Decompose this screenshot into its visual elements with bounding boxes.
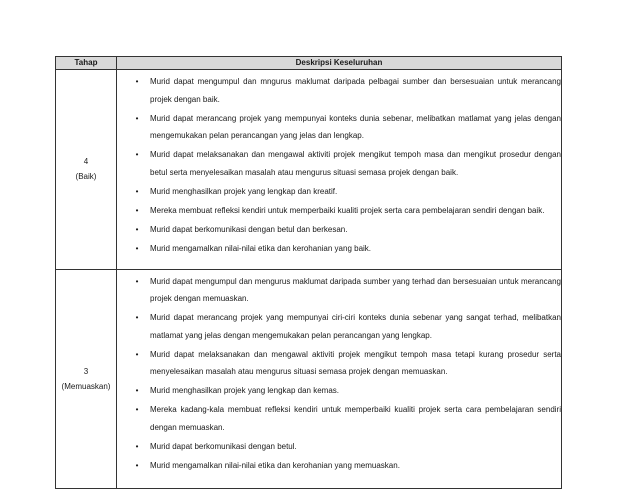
tahap-cell-4 bbox=[56, 70, 117, 270]
tahap-cell-3 bbox=[56, 269, 117, 488]
bullet-icon: • bbox=[135, 205, 139, 215]
description-list bbox=[117, 73, 561, 257]
tahap-level: 3 bbox=[83, 366, 89, 376]
list-item bbox=[117, 438, 561, 456]
bullet-icon: • bbox=[135, 77, 139, 86]
tahap-label: (Memuaskan) bbox=[61, 381, 111, 391]
list-item-text: Murid menghasilkan projek yang lengkap dan kreatif. bbox=[150, 186, 338, 196]
header-deskripsi: Deskripsi Keseluruhan bbox=[117, 57, 562, 70]
list-item-text: Murid dapat berkomunikasi dengan betul dan berkesan. bbox=[150, 224, 348, 234]
bullet-icon: • bbox=[135, 150, 139, 159]
table-row-memuaskan bbox=[56, 269, 562, 488]
list-item-text: Murid dapat mengumpul dan mengurus maklumat daripada sumber yang terhad dan bersesuaian untuk merancang projek dengan memuaskan. bbox=[150, 276, 561, 303]
list-item-text: Murid dapat melaksanakan dan mengawal aktiviti projek mengikut tempoh masa tetapi kurang prosedur serta menyelesaikan masalah atau mengurus situasi semasa projek dengan memuaskan. bbox=[150, 349, 561, 376]
bullet-icon: • bbox=[135, 405, 139, 414]
list-item-text: Murid dapat merancang projek yang mempunyai konteks dunia sebenar, melibatkan matlamat yang jelas dengan mengemukakan pelan perancangan yang jelas dan lengkap. bbox=[150, 113, 561, 140]
list-item-text: Murid mengamalkan nilai-nilai etika dan kerohanian yang baik. bbox=[150, 243, 372, 253]
header-tahap: Tahap bbox=[56, 57, 117, 70]
list-item bbox=[117, 146, 561, 181]
description-cell bbox=[117, 269, 562, 488]
bullet-icon: • bbox=[135, 349, 139, 359]
list-item-text: Murid dapat mengumpul dan mngurus maklumat daripada pelbagai sumber dan bersesuaian untuk merancang projek dengan baik. bbox=[150, 77, 561, 104]
bullet-icon: • bbox=[135, 186, 139, 196]
table-header-row bbox=[56, 57, 562, 70]
bullet-icon: • bbox=[135, 460, 139, 470]
table-row-baik bbox=[56, 70, 562, 270]
list-item-text: Murid menghasilkan projek yang lengkap dan kemas. bbox=[150, 386, 339, 395]
bullet-icon: • bbox=[135, 113, 139, 123]
bullet-icon: • bbox=[135, 441, 139, 451]
list-item bbox=[117, 183, 561, 201]
list-item bbox=[117, 73, 561, 108]
description-list bbox=[117, 273, 561, 475]
list-item bbox=[117, 240, 561, 258]
list-item-text: Murid dapat berkomunikasi dengan betul. bbox=[150, 441, 297, 451]
list-item bbox=[117, 273, 561, 308]
list-item bbox=[117, 110, 561, 145]
rubric-table bbox=[55, 56, 562, 489]
list-item bbox=[117, 309, 561, 344]
description-cell bbox=[117, 70, 562, 270]
bullet-icon: • bbox=[135, 276, 139, 286]
bullet-icon: • bbox=[135, 224, 139, 234]
list-item bbox=[117, 202, 561, 220]
bullet-icon: • bbox=[135, 313, 139, 322]
list-item-text: Murid dapat melaksanakan dan mengawal aktiviti projek mengikut tempoh masa dan mengikut prosedur dengan betul serta menyelesaikan masalah atau mengurus situasi semasa projek dengan baik. bbox=[150, 150, 561, 177]
list-item-text: Mereka membuat refleksi kendiri untuk memperbaiki kualiti projek serta cara pembelajaran sendiri dengan baik. bbox=[150, 205, 545, 215]
list-item bbox=[117, 457, 561, 475]
list-item bbox=[117, 221, 561, 239]
bullet-icon: • bbox=[135, 386, 139, 395]
bullet-icon: • bbox=[135, 243, 139, 253]
list-item-text: Murid dapat merancang projek yang mempunyai ciri-ciri konteks dunia sebenar yang sangat terhad, melibatkan matlamat yang jelas dengan mengemukakan pelan perancangan yang lengkap. bbox=[150, 313, 561, 340]
list-item-text: Mereka kadang-kala membuat refleksi kendiri untuk memperbaiki kualiti projek serta cara pembelajaran sendiri dengan memuaskan. bbox=[150, 405, 561, 432]
tahap-label: (Baik) bbox=[75, 172, 97, 182]
list-item bbox=[117, 401, 561, 436]
tahap-level: 4 bbox=[83, 157, 89, 167]
list-item bbox=[117, 346, 561, 381]
list-item-text: Murid mengamalkan nilai-nilai etika dan kerohanian yang memuaskan. bbox=[150, 460, 400, 470]
list-item bbox=[117, 382, 561, 400]
